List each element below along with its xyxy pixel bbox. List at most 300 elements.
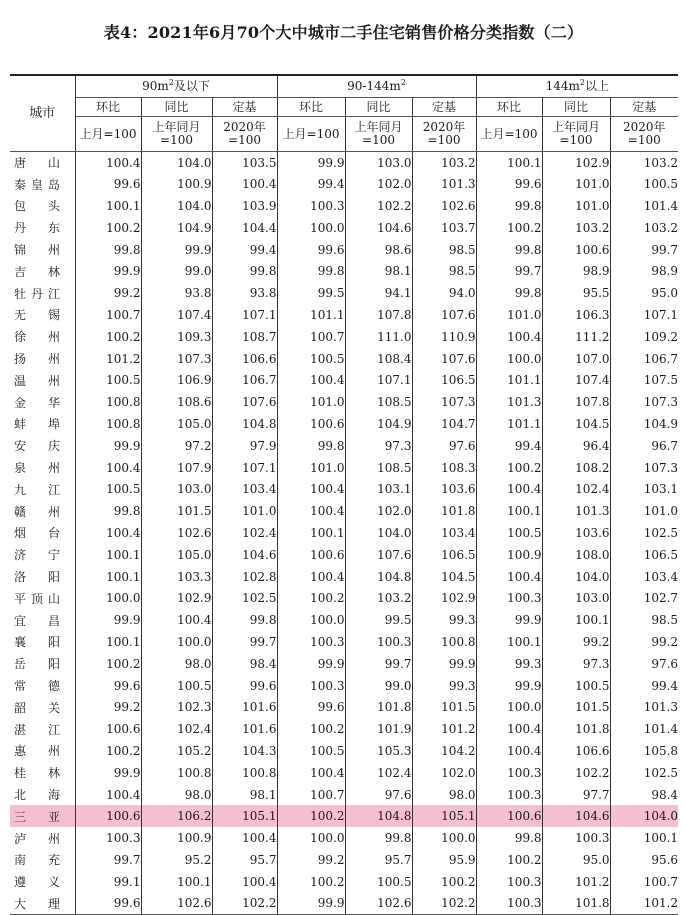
index-value-cell: 99.5	[277, 282, 345, 304]
index-value-cell: 100.1	[542, 609, 610, 631]
base-label-large-0	[476, 117, 542, 152]
index-value-cell: 100.8	[141, 762, 212, 784]
index-value-cell: 95.7	[345, 849, 412, 871]
base-label-line2: =100	[427, 133, 461, 147]
index-value-cell: 100.1	[643, 831, 679, 846]
base-label-medium-0	[277, 117, 345, 152]
index-value-cell: 107.6	[212, 391, 277, 413]
index-value-cell: 99.6	[277, 239, 345, 261]
base-label-line1: 上月=100	[79, 126, 137, 141]
index-value-cell: 99.2	[75, 696, 141, 718]
city-name: 烟 台	[14, 526, 60, 541]
index-value-cell: 97.7	[542, 784, 610, 806]
index-value-cell: 104.5	[412, 566, 476, 588]
index-value-cell: 98.4	[212, 653, 277, 675]
index-value-cell: 100.6	[542, 239, 610, 261]
index-value-cell: 99.6	[476, 173, 542, 195]
index-value-cell: 100.2	[277, 587, 345, 609]
index-value-cell: 103.2	[412, 152, 476, 174]
index-value-cell: 99.8	[345, 827, 412, 849]
index-value-cell: 102.2	[542, 762, 610, 784]
city-name: 徐 州	[14, 330, 60, 345]
city-cell	[10, 413, 75, 435]
index-value-cell: 99.8	[476, 827, 542, 849]
city-name: 大 理	[14, 896, 60, 911]
base-label-line1: 上年同月	[354, 120, 403, 134]
index-value-cell: 107.4	[141, 304, 212, 326]
index-value-cell: 99.3	[412, 675, 476, 697]
city-name: 无 锡	[14, 308, 60, 323]
city-name: 安 庆	[14, 439, 60, 454]
table-row	[10, 435, 678, 457]
index-value-cell: 106.6	[542, 740, 610, 762]
index-value-cell: 100.9	[476, 544, 542, 566]
index-value-cell: 104.6	[542, 805, 610, 827]
group-header-medium: $90-144m^2$	[277, 75, 476, 98]
index-value-cell: 107.1	[643, 307, 679, 322]
index-value-cell: 100.6	[476, 805, 542, 827]
table-row	[10, 653, 678, 675]
index-value-cell: 95.0	[651, 286, 679, 301]
base-label-large-1	[542, 117, 610, 152]
index-value-cell: 100.4	[212, 173, 277, 195]
base-label-line2: =100	[228, 133, 261, 147]
index-value-cell: 97.3	[345, 435, 412, 457]
table-row	[10, 282, 678, 304]
index-value-cell: 101.5	[542, 696, 610, 718]
index-value-cell: 102.7	[643, 591, 679, 606]
index-value-cell: 100.4	[277, 762, 345, 784]
table-row	[10, 326, 678, 348]
table-row	[10, 893, 678, 915]
table-row	[10, 718, 678, 740]
index-value-cell: 101.2	[610, 893, 678, 915]
city-name: 温 州	[14, 373, 60, 388]
index-value-cell: 106.7	[212, 369, 277, 391]
index-value-cell: 105.0	[141, 413, 212, 435]
index-value-cell: 100.3	[277, 631, 345, 653]
city-name: 北 海	[14, 788, 60, 802]
index-value-cell: 99.4	[476, 435, 542, 457]
index-value-cell: 100.4	[476, 566, 542, 588]
index-value-cell: 104.0	[345, 522, 412, 544]
city-cell	[10, 435, 75, 457]
base-label-line1: 上年同月	[552, 120, 601, 134]
index-value-cell: 99.6	[277, 696, 345, 718]
index-value-cell: 100.0	[277, 827, 345, 849]
table-row	[10, 696, 678, 718]
index-value-cell: 108.5	[345, 457, 412, 479]
index-value-cell: 103.6	[542, 522, 610, 544]
index-value-cell: 99.9	[412, 653, 476, 675]
index-value-cell: 101.2	[542, 871, 610, 893]
index-value-cell: 100.7	[75, 304, 141, 326]
index-value-cell: 104.5	[542, 413, 610, 435]
index-value-cell: 104.0	[141, 152, 212, 174]
table-title: 表4：2021年6月70个大中城市二手住宅销售价格分类指数（二）	[103, 23, 584, 42]
index-value-cell: 102.9	[542, 152, 610, 174]
city-cell	[10, 304, 75, 326]
index-value-cell: 100.1	[141, 871, 212, 893]
index-value-cell: 99.8	[75, 239, 141, 261]
index-value-cell: 100.1	[75, 631, 141, 653]
index-value-cell: 99.9	[75, 762, 141, 784]
index-value-cell: 103.5	[212, 152, 277, 174]
index-value-cell: 98.5	[651, 613, 679, 628]
index-value-cell: 101.3	[476, 391, 542, 413]
city-cell	[10, 871, 75, 893]
index-value-cell: 101.0	[542, 173, 610, 195]
index-value-cell: 98.1	[212, 784, 277, 806]
index-value-cell: 101.8	[542, 718, 610, 740]
index-value-cell: 108.0	[542, 544, 610, 566]
index-value-cell: 102.0	[345, 173, 412, 195]
city-name: 蚌 埠	[14, 417, 60, 432]
index-value-cell: 101.4	[643, 198, 679, 213]
city-name: 桂 林	[14, 766, 60, 781]
index-value-cell: 101.5	[412, 696, 476, 718]
city-name: 常 德	[14, 679, 60, 694]
table-row	[10, 260, 678, 282]
city-name: 洛 阳	[14, 570, 60, 585]
index-value-cell: 104.9	[643, 416, 679, 431]
base-label-line2: =100	[559, 133, 593, 147]
index-value-cell: 99.9	[75, 609, 141, 631]
index-value-cell: 97.2	[141, 435, 212, 457]
index-value-cell: 100.4	[212, 827, 277, 849]
base-label-medium-2	[412, 117, 476, 152]
index-value-cell: 94.1	[345, 282, 412, 304]
base-label-large-2	[610, 117, 678, 152]
index-value-cell: 105.3	[345, 740, 412, 762]
table-row	[10, 173, 678, 195]
index-value-cell: 98.0	[412, 784, 476, 806]
index-value-cell: 100.3	[476, 784, 542, 806]
index-value-cell: 104.8	[212, 413, 277, 435]
index-value-cell: 101.1	[476, 413, 542, 435]
index-value-cell: 100.5	[75, 369, 141, 391]
index-value-cell: 100.6	[75, 718, 141, 740]
city-name: 泉 州	[14, 461, 60, 476]
table-row	[10, 849, 678, 871]
city-name: 宜 昌	[14, 613, 60, 628]
index-value-cell: 107.5	[643, 373, 679, 388]
index-value-cell: 100.9	[141, 827, 212, 849]
base-label-line2: =100	[362, 133, 395, 147]
index-value-cell: 95.7	[212, 849, 277, 871]
index-value-cell: 104.4	[212, 217, 277, 239]
city-cell	[10, 152, 75, 174]
index-value-cell: 104.6	[212, 544, 277, 566]
table-row	[10, 675, 678, 697]
table-row	[10, 195, 678, 217]
group-header-small: $90m^2$及以下	[75, 75, 277, 98]
table-row	[10, 544, 678, 566]
city-cell	[10, 740, 75, 762]
index-value-cell: 102.4	[212, 522, 277, 544]
table-row	[10, 740, 678, 762]
index-value-cell: 100.2	[476, 457, 542, 479]
index-value-cell: 103.0	[345, 152, 412, 174]
index-value-cell: 109.2	[643, 329, 679, 344]
index-value-cell: 105.0	[141, 544, 212, 566]
index-value-cell: 104.0	[542, 566, 610, 588]
index-value-cell: 99.7	[476, 260, 542, 282]
index-value-cell: 100.0	[277, 217, 345, 239]
city-name: 吉 林	[14, 264, 60, 279]
index-value-cell: 100.2	[75, 326, 141, 348]
index-value-cell: 100.5	[75, 478, 141, 500]
index-value-cell: 106.7	[643, 351, 679, 366]
index-value-cell: 100.4	[212, 871, 277, 893]
index-value-cell: 99.9	[476, 609, 542, 631]
index-value-cell: 102.4	[345, 762, 412, 784]
index-value-cell: 101.0	[542, 195, 610, 217]
base-label-small-2	[212, 117, 277, 152]
index-value-cell: 107.1	[345, 369, 412, 391]
index-value-cell: 106.3	[542, 304, 610, 326]
index-value-cell: 99.9	[75, 435, 141, 457]
index-value-cell: 103.1	[345, 478, 412, 500]
city-cell	[10, 478, 75, 500]
city-cell	[10, 566, 75, 588]
index-value-cell: 100.5	[277, 348, 345, 370]
index-value-cell: 99.8	[75, 500, 141, 522]
city-cell	[10, 696, 75, 718]
index-value-cell: 100.3	[542, 827, 610, 849]
index-value-cell: 107.3	[141, 348, 212, 370]
index-value-cell: 100.4	[277, 500, 345, 522]
index-value-cell: 97.6	[412, 435, 476, 457]
index-value-cell: 100.4	[75, 522, 141, 544]
index-value-cell: 100.5	[141, 675, 212, 697]
index-value-cell: 99.9	[277, 152, 345, 174]
index-value-cell: 100.2	[476, 217, 542, 239]
index-value-cell: 107.6	[412, 304, 476, 326]
index-value-cell: 100.3	[75, 827, 141, 849]
index-value-cell: 106.6	[212, 348, 277, 370]
index-value-cell: 107.3	[643, 460, 679, 475]
table-row	[10, 762, 678, 784]
index-value-cell: 99.6	[75, 893, 141, 915]
index-value-cell: 101.2	[75, 348, 141, 370]
city-cell	[10, 784, 75, 806]
index-value-cell: 99.9	[75, 260, 141, 282]
index-value-cell: 101.0	[643, 504, 679, 519]
index-value-cell: 100.4	[476, 478, 542, 500]
index-value-cell: 107.9	[141, 457, 212, 479]
index-value-cell: 100.5	[277, 740, 345, 762]
index-value-cell: 99.8	[476, 195, 542, 217]
index-value-cell: 102.6	[345, 893, 412, 915]
city-name: 秦 皇 岛	[14, 177, 60, 192]
index-value-cell: 100.1	[75, 544, 141, 566]
index-value-cell: 100.3	[476, 587, 542, 609]
index-value-cell: 100.4	[75, 152, 141, 174]
index-value-cell: 107.3	[643, 395, 679, 410]
city-column-header: 城市	[10, 75, 75, 152]
index-value-cell: 100.4	[476, 326, 542, 348]
index-value-cell: 94.0	[412, 282, 476, 304]
index-value-cell: 100.1	[277, 522, 345, 544]
index-value-cell: 103.2	[345, 587, 412, 609]
sub-header-medium-1: 同比	[345, 98, 412, 117]
index-value-cell: 99.8	[277, 260, 345, 282]
index-value-cell: 99.8	[212, 260, 277, 282]
index-value-cell: 101.3	[542, 500, 610, 522]
index-value-cell: 100.4	[476, 718, 542, 740]
index-value-cell: 100.6	[277, 544, 345, 566]
city-cell	[10, 718, 75, 740]
table-row	[10, 631, 678, 653]
index-value-cell: 101.6	[212, 718, 277, 740]
index-value-cell: 98.4	[651, 787, 679, 802]
index-value-cell: 97.6	[651, 656, 679, 671]
table-row	[10, 239, 678, 261]
table-row	[10, 566, 678, 588]
index-value-cell: 101.8	[412, 500, 476, 522]
index-value-cell: 100.8	[412, 631, 476, 653]
index-value-cell: 100.2	[476, 849, 542, 871]
city-name: 南 充	[14, 853, 60, 868]
index-value-cell: 103.9	[212, 195, 277, 217]
index-value-cell: 101.1	[476, 369, 542, 391]
index-value-cell: 107.1	[212, 457, 277, 479]
index-value-cell: 99.2	[651, 634, 679, 649]
index-value-cell: 96.7	[651, 438, 679, 453]
index-value-cell: 99.7	[75, 849, 141, 871]
index-value-cell: 108.6	[141, 391, 212, 413]
index-value-cell: 100.5	[476, 522, 542, 544]
index-value-cell: 106.2	[141, 805, 212, 827]
table-row	[10, 391, 678, 413]
index-value-cell: 98.9	[651, 264, 679, 279]
index-value-cell: 100.3	[476, 762, 542, 784]
index-value-cell: 99.7	[345, 653, 412, 675]
index-value-cell: 107.6	[345, 544, 412, 566]
index-value-cell: 102.5	[212, 587, 277, 609]
city-cell	[10, 849, 75, 871]
index-value-cell: 108.2	[542, 457, 610, 479]
index-value-cell: 99.9	[277, 653, 345, 675]
city-name: 湛 江	[14, 722, 60, 737]
city-name: 济 宁	[14, 548, 60, 563]
index-value-cell: 100.5	[345, 871, 412, 893]
index-value-cell: 102.8	[212, 566, 277, 588]
index-value-cell: 100.3	[476, 871, 542, 893]
index-value-cell: 104.9	[141, 217, 212, 239]
index-value-cell: 107.1	[212, 304, 277, 326]
index-value-cell: 99.2	[542, 631, 610, 653]
index-value-cell: 100.4	[277, 369, 345, 391]
index-value-cell: 101.1	[277, 304, 345, 326]
index-value-cell: 100.7	[277, 784, 345, 806]
base-label-line2: =100	[160, 133, 193, 147]
index-value-cell: 105.8	[643, 743, 679, 758]
sub-header-large-1: 同比	[542, 98, 610, 117]
index-value-cell: 101.6	[212, 696, 277, 718]
index-value-cell: 100.5	[643, 177, 679, 192]
table-row	[10, 152, 678, 174]
city-cell	[10, 587, 75, 609]
city-name: 丹 东	[14, 221, 60, 236]
table-row	[10, 413, 678, 435]
index-value-cell: 103.6	[412, 478, 476, 500]
city-cell	[10, 805, 75, 827]
index-value-cell: 101.3	[412, 173, 476, 195]
index-value-cell: 100.2	[277, 805, 345, 827]
city-name: 岳 阳	[14, 657, 60, 672]
city-cell	[10, 500, 75, 522]
index-value-cell: 99.8	[212, 609, 277, 631]
city-name: 遵 义	[14, 875, 60, 890]
sub-header-large-2: 定基	[610, 98, 678, 117]
city-cell	[10, 195, 75, 217]
index-value-cell: 101.5	[141, 500, 212, 522]
index-value-cell: 100.2	[75, 740, 141, 762]
sub-header-medium-0: 环比	[277, 98, 345, 117]
table-row	[10, 348, 678, 370]
index-value-cell: 101.0	[212, 500, 277, 522]
index-value-cell: 100.1	[75, 195, 141, 217]
index-value-cell: 100.1	[476, 152, 542, 174]
index-value-cell: 95.0	[542, 849, 610, 871]
index-value-cell: 102.9	[412, 587, 476, 609]
base-label-medium-1	[345, 117, 412, 152]
city-cell	[10, 282, 75, 304]
city-cell	[10, 391, 75, 413]
city-cell	[10, 348, 75, 370]
index-value-cell: 100.4	[141, 609, 212, 631]
index-value-cell: 102.6	[141, 893, 212, 915]
index-value-cell: 100.4	[277, 478, 345, 500]
index-value-cell: 104.9	[345, 413, 412, 435]
sub-header-small-1: 同比	[141, 98, 212, 117]
city-name: 襄 阳	[14, 635, 60, 650]
index-value-cell: 100.0	[141, 631, 212, 653]
index-value-cell: 102.2	[212, 893, 277, 915]
index-value-cell: 100.4	[277, 566, 345, 588]
table-row	[10, 478, 678, 500]
index-value-cell: 93.8	[141, 282, 212, 304]
index-value-cell: 95.2	[141, 849, 212, 871]
index-value-cell: 111.0	[345, 326, 412, 348]
index-value-cell: 107.8	[345, 304, 412, 326]
index-value-cell: 100.8	[75, 391, 141, 413]
table-row	[10, 304, 678, 326]
table-row	[10, 827, 678, 849]
index-value-cell: 99.3	[412, 609, 476, 631]
index-value-cell: 99.8	[476, 282, 542, 304]
base-label-line1: 2020年	[422, 120, 466, 134]
index-value-cell: 99.9	[476, 675, 542, 697]
index-value-cell: 104.2	[412, 740, 476, 762]
index-value-cell: 108.5	[345, 391, 412, 413]
city-cell	[10, 217, 75, 239]
index-value-cell: 100.0	[277, 609, 345, 631]
index-value-cell: 101.8	[345, 696, 412, 718]
index-value-cell: 98.0	[141, 653, 212, 675]
index-value-cell: 98.0	[141, 784, 212, 806]
index-value-cell: 98.1	[345, 260, 412, 282]
index-value-cell: 99.7	[651, 242, 679, 257]
index-value-cell: 99.0	[345, 675, 412, 697]
index-value-cell: 103.2	[542, 217, 610, 239]
index-value-cell: 102.6	[412, 195, 476, 217]
city-cell	[10, 653, 75, 675]
index-value-cell: 102.3	[141, 696, 212, 718]
table-row	[10, 500, 678, 522]
